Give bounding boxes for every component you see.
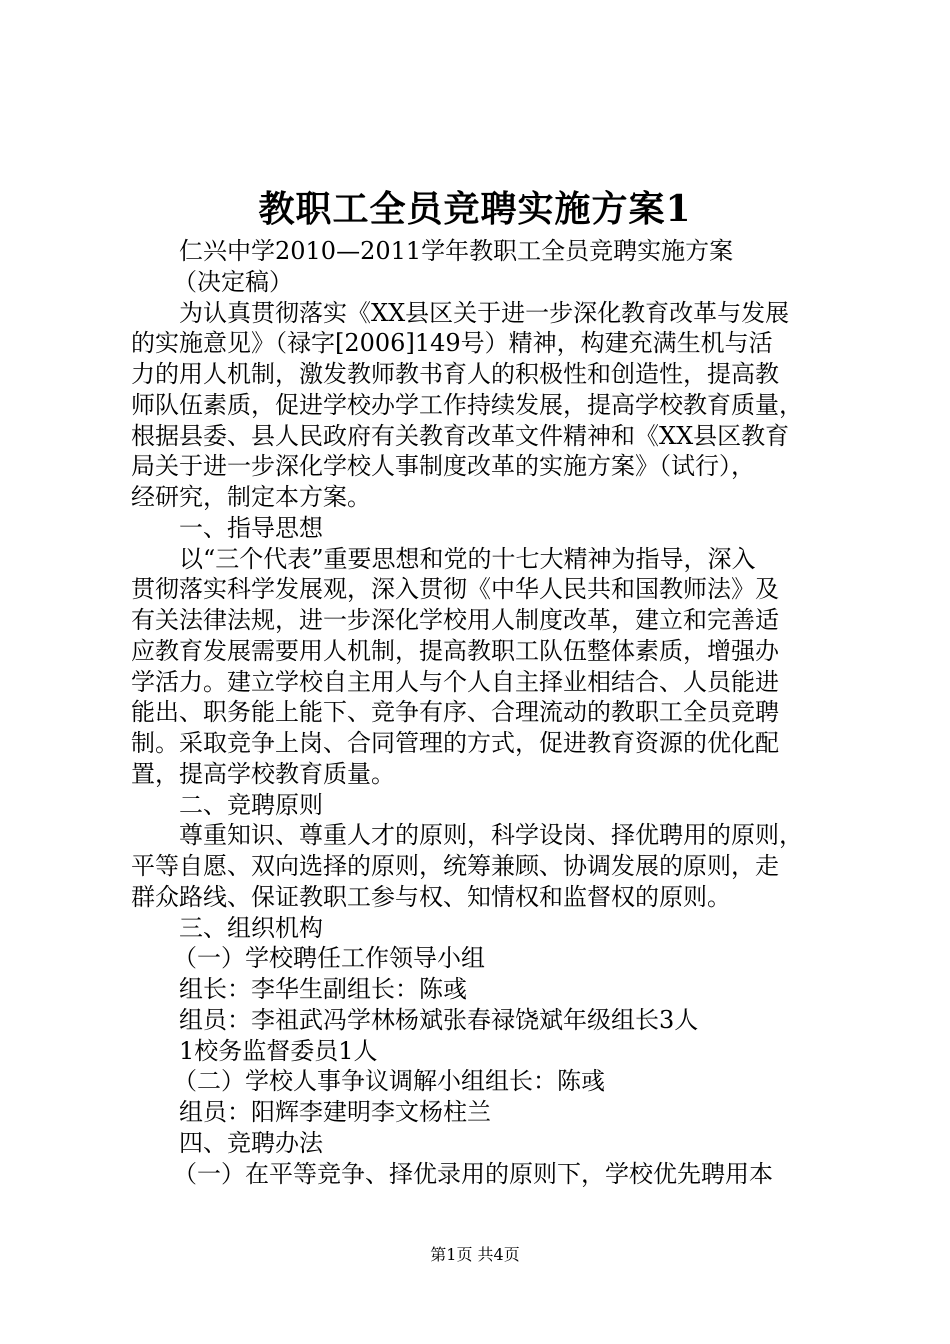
text-line: （二）学校人事争议调解小组组长：陈彧: [173, 1067, 605, 1096]
text-line: 根据县委、县人民政府有关教育改革文件精神和《XX县区教育: [131, 421, 790, 450]
text-line: 尊重知识、尊重人才的原则，科学设岗、择优聘用的原则，: [179, 821, 803, 850]
text-line: 仁兴中学2010—2011学年教职工全员竞聘实施方案: [179, 237, 734, 265]
text-line: 三、组织机构: [179, 913, 323, 942]
text-line: 置，提高学校教育质量。: [131, 759, 395, 788]
page-footer: 第1页 共4页: [430, 1245, 520, 1264]
text-line: 制。采取竞争上岗、合同管理的方式，促进教育资源的优化配: [131, 729, 779, 757]
text-line: （一）在平等竞争、择优录用的原则下，学校优先聘用本: [173, 1159, 773, 1188]
text-line: 局关于进一步深化学校人事制度改革的实施方案》（试行），: [131, 452, 755, 481]
text-line: 1校务监督委员1人: [179, 1036, 378, 1065]
text-line: 经研究，制定本方案。: [131, 483, 371, 511]
text-line: 平等自愿、双向选择的原则，统筹兼顾、协调发展的原则，走: [131, 852, 779, 880]
text-line: 有关法律法规，进一步深化学校用人制度改革，建立和完善适: [131, 606, 779, 634]
text-line: （决定稿）: [173, 267, 293, 296]
text-line: 二、竞聘原则: [179, 790, 323, 819]
text-line: 力的用人机制，激发教师教书育人的积极性和创造性，提高教: [131, 360, 779, 388]
text-line: 四、竞聘办法: [179, 1128, 323, 1157]
text-line: 组员：阳辉李建明李文杨柱兰: [179, 1098, 491, 1126]
text-line: 学活力。建立学校自主用人与个人自主择业相结合、人员能进: [131, 667, 779, 696]
text-line: （一）学校聘任工作领导小组: [173, 944, 485, 973]
text-line: 师队伍素质，促进学校办学工作持续发展，提高学校教育质量，: [131, 390, 803, 419]
document-title: 教职工全员竞聘实施方案1: [258, 188, 692, 230]
text-line: 为认真贯彻落实《XX县区关于进一步深化教育改革与发展: [179, 298, 790, 327]
text-line: 应教育发展需要用人机制，提高教职工队伍整体素质，增强办: [131, 636, 779, 665]
text-line: 的实施意见》（禄字[2006]149号）精神，构建充满生机与活: [131, 329, 773, 358]
document-body: [131, 236, 843, 1189]
text-line: 组长：李华生副组长：陈彧: [179, 975, 467, 1003]
text-line: 能出、职务能上能下、竞争有序、合理流动的教职工全员竞聘: [131, 698, 779, 727]
text-line: 贯彻落实科学发展观，深入贯彻《中华人民共和国教师法》及: [131, 575, 779, 604]
text-line: 一、指导思想: [179, 513, 323, 542]
text-line: 以“三个代表”重要思想和党的十七大精神为指导，深入: [179, 544, 756, 573]
text-line: 群众路线、保证教职工参与权、知情权和监督权的原则。: [131, 882, 731, 911]
text-line: 组员：李祖武冯学林杨斌张春禄饶斌年级组长3人: [179, 1005, 699, 1034]
